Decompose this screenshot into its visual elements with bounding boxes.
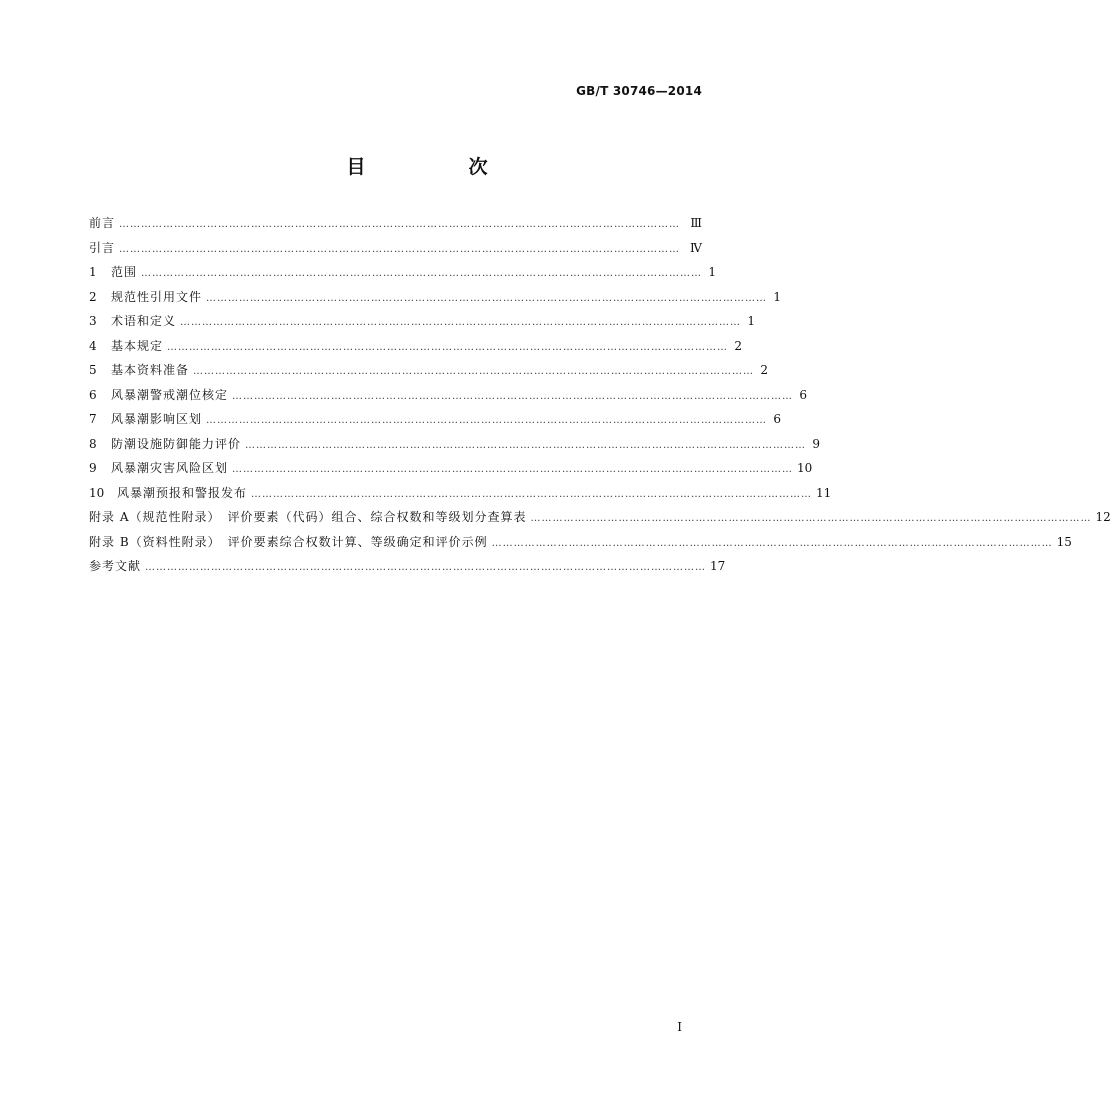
toc-entry-5[interactable] (89, 361, 769, 386)
table-of-contents (89, 214, 1111, 582)
toc-entry-label: 引言 (89, 240, 116, 255)
toc-entry-number: 4 (89, 338, 97, 353)
leader-dots: ……………………………………………………………………………………………………………………………………… (119, 243, 681, 255)
leader-dots: ……………………………………………………………………………………………………………………………………… (530, 513, 1092, 524)
toc-entry-page: 9 (812, 436, 821, 451)
toc-entry-9[interactable] (89, 459, 813, 484)
leader-dots: ……………………………………………………………………………………………………………………………………… (180, 317, 742, 328)
toc-entry-annex-a[interactable] (89, 508, 1111, 533)
toc-entry-page: 17 (710, 559, 726, 573)
toc-entry-page: 1 (773, 289, 782, 304)
toc-entry-bibliography[interactable] (89, 557, 726, 582)
toc-entry-page: 12 (1095, 510, 1111, 524)
toc-entry-label: 基本规定 (111, 338, 164, 353)
leader-dots: ……………………………………………………………………………………………………………………………………… (119, 219, 681, 230)
toc-entry-page: 6 (799, 387, 808, 402)
toc-entry-2[interactable] (89, 288, 782, 313)
toc-entry-number: 9 (89, 461, 97, 475)
toc-entry-label: 防潮设施防御能力评价 (111, 436, 242, 451)
toc-entry-1[interactable] (89, 263, 717, 288)
toc-entry-6[interactable] (89, 386, 808, 411)
toc-entry-page: 6 (773, 412, 782, 426)
toc-entry-label: 范围 (111, 265, 138, 279)
toc-entry-number: 7 (89, 412, 97, 426)
toc-entry-number: 1 (89, 265, 97, 279)
toc-entry-page: 2 (734, 338, 743, 353)
toc-entry-page: 10 (797, 461, 813, 475)
leader-dots: ……………………………………………………………………………………………………………………………………… (145, 562, 707, 573)
toc-entry-page: Ⅳ (690, 240, 702, 255)
toc-entry-annex-b[interactable] (89, 533, 1072, 558)
toc-entry-page: Ⅲ (690, 216, 702, 230)
page-title: 目 次 (346, 156, 530, 178)
toc-entry-label: 术语和定义 (111, 314, 177, 328)
leader-dots: ……………………………………………………………………………………………………………………………………… (193, 366, 755, 377)
leader-dots: ……………………………………………………………………………………………………………………………………… (206, 292, 768, 304)
page-number: I (677, 1020, 682, 1034)
toc-entry-foreword[interactable] (89, 214, 702, 239)
standard-code: GB/T 30746—2014 (576, 84, 702, 98)
toc-entry-7[interactable] (89, 410, 782, 435)
toc-entry-label: 基本资料准备 (111, 363, 190, 377)
toc-entry-number: 8 (89, 436, 97, 451)
toc-entry-label: 规范性引用文件 (111, 289, 203, 304)
toc-entry-page: 1 (747, 314, 756, 328)
toc-entry-label: 附录 A（规范性附录） 评价要素（代码）组合、综合权数和等级划分查算表 (89, 510, 527, 524)
toc-entry-number: 5 (89, 363, 97, 377)
leader-dots: ……………………………………………………………………………………………………………………………………… (167, 341, 729, 353)
toc-entry-label: 风暴潮灾害风险区划 (111, 461, 229, 475)
toc-entry-number: 2 (89, 289, 97, 304)
toc-entry-page: 1 (708, 265, 717, 279)
toc-entry-4[interactable] (89, 337, 743, 362)
toc-entry-number: 3 (89, 314, 97, 328)
leader-dots: ……………………………………………………………………………………………………………………………………… (206, 415, 768, 426)
toc-entry-number: 10 (89, 485, 105, 500)
toc-entry-number: 6 (89, 387, 97, 402)
toc-entry-label: 风暴潮预报和警报发布 (117, 485, 248, 500)
leader-dots: ……………………………………………………………………………………………………………………………………… (141, 268, 703, 279)
toc-entry-label: 前言 (89, 216, 116, 230)
leader-dots: ……………………………………………………………………………………………………………………………………… (251, 488, 813, 500)
toc-entry-introduction[interactable] (89, 239, 702, 264)
toc-entry-8[interactable] (89, 435, 821, 460)
toc-entry-3[interactable] (89, 312, 756, 337)
leader-dots: ……………………………………………………………………………………………………………………………………… (232, 464, 794, 475)
toc-entry-label: 风暴潮警戒潮位核定 (111, 387, 229, 402)
leader-dots: ……………………………………………………………………………………………………………………………………… (245, 439, 807, 451)
leader-dots: ……………………………………………………………………………………………………………………………………… (232, 390, 794, 402)
toc-entry-label: 参考文献 (89, 559, 142, 573)
toc-entry-10[interactable] (89, 484, 832, 509)
toc-entry-page: 2 (760, 363, 769, 377)
leader-dots: ……………………………………………………………………………………………………………………………………… (491, 537, 1053, 549)
toc-entry-page: 15 (1056, 534, 1072, 549)
toc-entry-label: 风暴潮影响区划 (111, 412, 203, 426)
toc-entry-label: 附录 B（资料性附录） 评价要素综合权数计算、等级确定和评价示例 (89, 534, 488, 549)
toc-entry-page: 11 (816, 485, 832, 500)
